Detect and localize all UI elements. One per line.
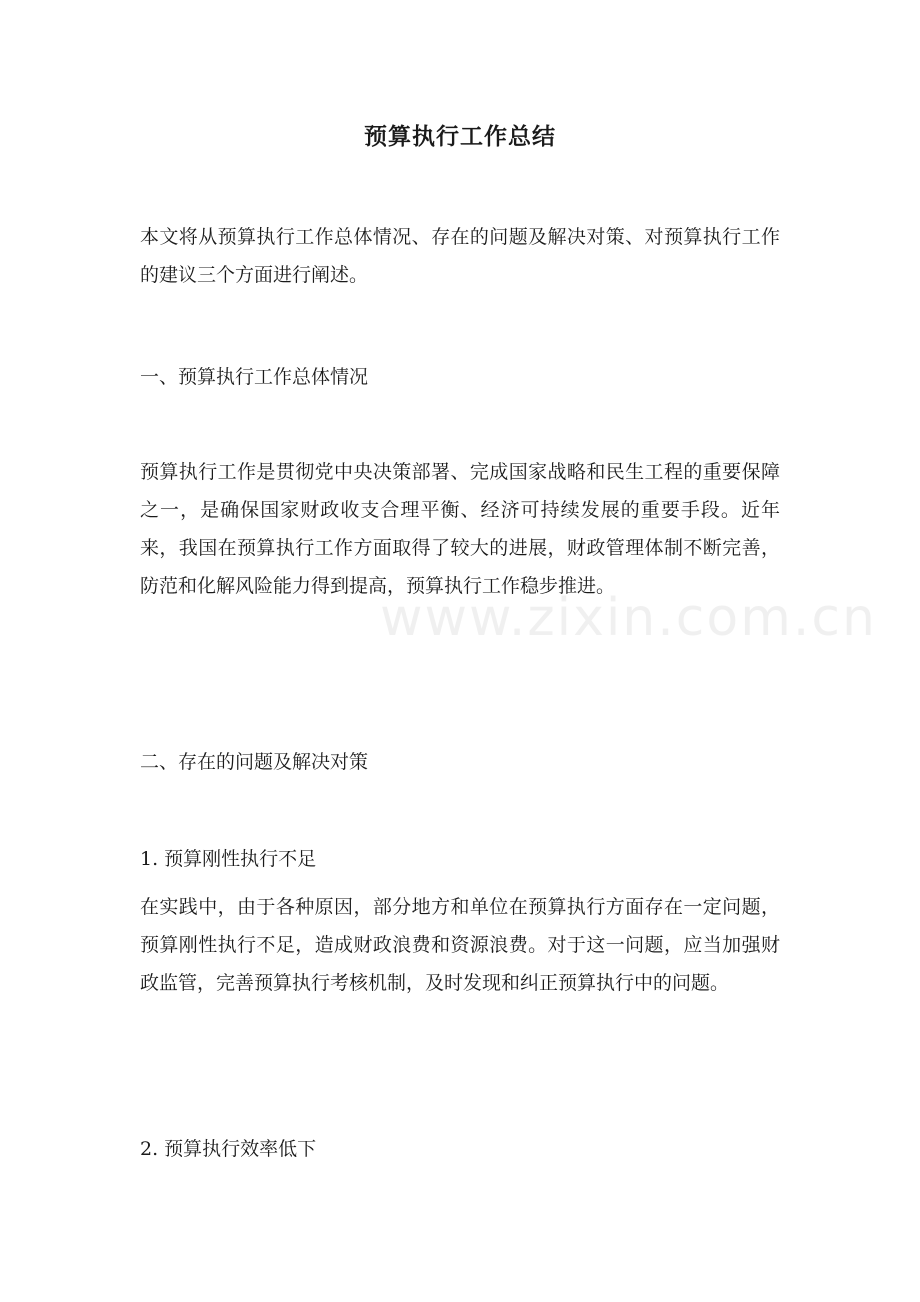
section-1-heading: 一、预算执行工作总体情况 <box>140 366 369 388</box>
item-2-heading: 2. 预算执行效率低下 <box>140 1138 317 1160</box>
item-1-paragraph: 在实践中，由于各种原因，部分地方和单位在预算执行方面存在一定问题，预算刚性执行不足，造成财政浪费和资源浪费。对于这一问题，应当加强财政监管，完善预算执行考核机制，及时发现和纠正预算执行中的问题。 <box>140 896 780 994</box>
intro-paragraph: 本文将从预算执行工作总体情况、存在的问题及解决对策、对预算执行工作的建议三个方面进行阐述。 <box>140 226 780 286</box>
section-2-heading: 二、存在的问题及解决对策 <box>140 751 369 773</box>
document-title: 预算执行工作总结 <box>364 123 556 150</box>
watermark: www.zixin.com.cn <box>380 588 877 648</box>
item-1-heading: 1. 预算刚性执行不足 <box>140 848 317 870</box>
section-1-paragraph: 预算执行工作是贯彻党中央决策部署、完成国家战略和民生工程的重要保障之一，是确保国家财政收支合理平衡、经济可持续发展的重要手段。近年来，我国在预算执行工作方面取得了较大的进展，财政管理体制不断完善，防范和化解风险能力得到提高，预算执行工作稳步推进。 <box>140 461 780 597</box>
